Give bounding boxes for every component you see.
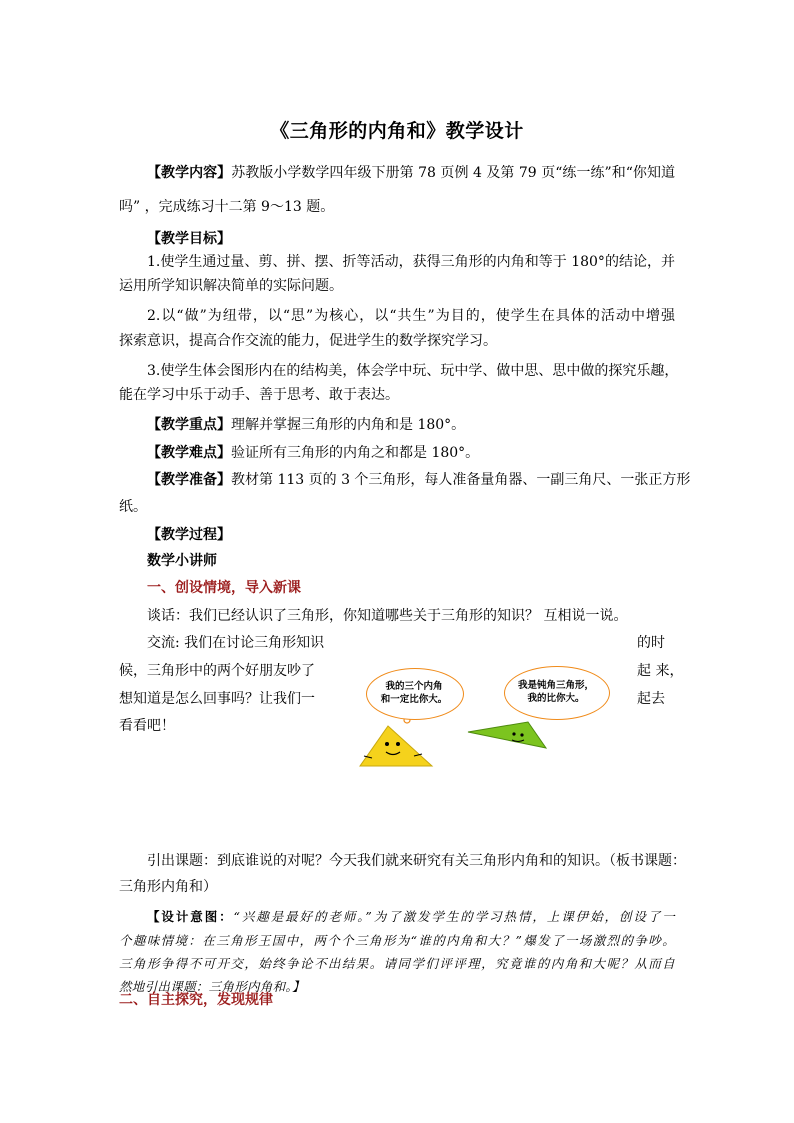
content-label: 【教学内容】 — [147, 165, 232, 181]
prep-line-1 — [147, 470, 691, 490]
design-label: 【设计意图： — [147, 909, 234, 924]
yellow-triangle — [360, 726, 432, 766]
goal-1-line-1: 1.使学生通过量、剪、拼、摆、折等活动，获得三角形的内角和等于 180°的结论，并 — [147, 254, 675, 270]
exchange-right-2: 起 来， — [637, 663, 684, 679]
design-line-2: 个趣味情境：在三角形王国中，两个个三角形为“谁的内角和大？”爆发了一场激烈的争吵。 — [119, 933, 675, 948]
section-2-heading: 二、自主探究，发现规律 — [119, 992, 273, 1008]
intro-line-2: 三角形内角和） — [119, 879, 217, 895]
right-bubble-line-1: 我是钝角三角形， — [517, 680, 594, 691]
exchange-left-2: 候，三角形中的两个好朋友吵了 — [119, 663, 315, 679]
focus-line — [147, 415, 465, 435]
focus-label: 【教学重点】 — [147, 417, 231, 433]
yellow-triangle-eye-right — [396, 742, 400, 746]
design-line-3: 三角形争得不可开交，始终争论不出结果。请同学们评评理，究竟谁的内角和大呢？从而自 — [119, 956, 675, 971]
exchange-right-3: 起去 — [637, 691, 665, 707]
prep-text-1: 教材第 113 页的 3 个三角形，每人准备量角器、一副三角尺、一张正方形 — [231, 472, 691, 488]
goal-3-line-2: 能在学习中乐于动手、善于思考、敢于表达。 — [119, 387, 399, 403]
prep-label: 【教学准备】 — [147, 472, 231, 488]
difficulty-text: 验证所有三角形的内角之和都是 180°。 — [231, 445, 480, 461]
yellow-triangle-eye-left — [385, 742, 389, 746]
exchange-right-1: 的时 — [637, 635, 665, 651]
exchange-left-1: 交流: 我们在讨论三角形知识 — [147, 635, 325, 651]
green-triangle — [468, 722, 546, 748]
content-line-1 — [147, 163, 675, 183]
right-bubble-line-2: 我的比你大。 — [527, 693, 585, 704]
process-label: 【教学过程】 — [147, 527, 231, 543]
section-1-heading: 一、创设情境，导入新课 — [147, 580, 301, 596]
green-triangle-eye-right — [520, 733, 523, 736]
prep-text-2: 纸。 — [119, 499, 147, 515]
goals-label: 【教学目标】 — [147, 231, 231, 247]
triangles-illustration — [352, 660, 620, 770]
page-title: 《三角形的内角和》教学设计 — [270, 120, 524, 142]
talk-text: 谈话：我们已经认识了三角形，你知道哪些关于三角形的知识？ 互相说一说。 — [147, 608, 628, 624]
goal-1-line-2: 运用所学知识解决简单的实际问题。 — [119, 278, 343, 294]
difficulty-line — [147, 443, 479, 463]
left-bubble-text — [370, 680, 458, 706]
design-text-1: “兴趣是最好的老师。”为了激发学生的学习热情，上课伊始，创设了一 — [233, 909, 675, 924]
focus-text: 理解并掌握三角形的内角和是 180°。 — [231, 417, 466, 433]
green-triangle-eye-left — [512, 732, 515, 735]
goal-3-line-1: 3.使学生体会图形内在的结构美，体会学中玩、玩中学、做中思、思中做的探究乐趣， — [147, 363, 679, 379]
exchange-left-4: 看看吧！ — [119, 718, 175, 734]
goal-2-line-2: 探索意识，提高合作交流的能力，促进学生的数学探究学习。 — [119, 333, 497, 349]
design-line-4: 然地引出课题：三角形内角和。】 — [119, 979, 305, 994]
exchange-left-3: 想知道是怎么回事吗？让我们一 — [119, 691, 315, 707]
left-bubble-line-1: 我的三个内角 — [385, 681, 443, 692]
content-text-2: 吗” ，完成练习十二第 9～13 题。 — [119, 199, 335, 215]
left-bubble-line-2: 和一定比你大。 — [380, 694, 448, 705]
design-line-1 — [147, 907, 675, 927]
goal-2-line-1: 2.以“做”为纽带，以“思”为核心，以“共生”为目的，使学生在具体的活动中增强 — [147, 308, 675, 324]
intro-line-1: 引出课题：到底谁说的对呢？今天我们就来研究有关三角形内角和的知识。（板书课题： — [147, 853, 686, 869]
right-bubble-text — [508, 679, 604, 705]
content-text-1: 苏教版小学数学四年级下册第 78 页例 4 及第 79 页“练一练”和“你知道 — [231, 165, 675, 181]
difficulty-label: 【教学难点】 — [147, 445, 231, 461]
process-subtitle: 数学小讲师 — [147, 553, 217, 569]
